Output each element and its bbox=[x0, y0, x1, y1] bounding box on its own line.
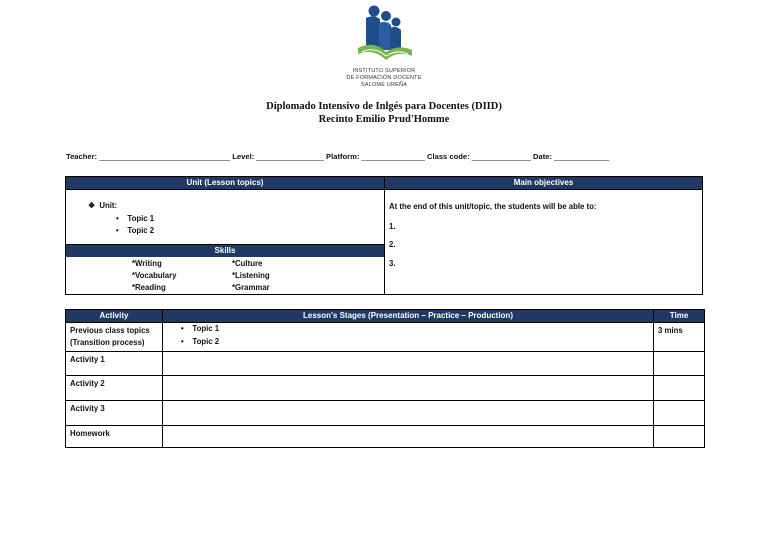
unit-cell bbox=[66, 190, 385, 295]
activity-cell: Homework bbox=[66, 426, 163, 448]
skill-item: *Reading bbox=[132, 283, 166, 292]
skill-item: *Vocabulary bbox=[132, 271, 177, 280]
objectives-cell[interactable] bbox=[385, 190, 703, 295]
stages-cell[interactable] bbox=[163, 352, 654, 376]
time-cell[interactable]: 3 mins bbox=[654, 323, 705, 352]
activity-cell: Previous class topics (Transition process) bbox=[66, 323, 163, 352]
institute-name-line-2: DE FORMACIÓN DOCENTE bbox=[346, 75, 422, 81]
objective-number: 1. bbox=[389, 222, 396, 231]
stage-item bbox=[181, 337, 219, 346]
stages-cell[interactable] bbox=[163, 401, 654, 426]
document-title: Diplomado Intensivo de Inlgés para Docentes (DIID) bbox=[266, 101, 502, 112]
skill-item: *Grammar bbox=[232, 283, 270, 292]
bullet-icon: • bbox=[181, 337, 184, 346]
unit-topic bbox=[116, 214, 154, 223]
activity-column-header: Activity bbox=[66, 310, 163, 323]
date-field[interactable]: _____________ bbox=[554, 152, 610, 161]
institute-name-line-3: SALOMÉ UREÑA bbox=[360, 82, 408, 88]
objectives-intro: At the end of this unit/topic, the students will be able to: bbox=[389, 202, 597, 211]
platform-label: Platform: bbox=[326, 152, 360, 161]
unit-line bbox=[88, 201, 117, 210]
activity-cell: Activity 3 bbox=[66, 401, 163, 426]
unit-topic-label: Topic 1 bbox=[127, 214, 155, 223]
stage-item-label: Topic 1 bbox=[192, 324, 220, 333]
time-cell[interactable] bbox=[654, 352, 705, 376]
stages-column-header: Lesson's Stages (Presentation – Practice – Production) bbox=[163, 310, 654, 323]
objective-number: 3. bbox=[389, 259, 396, 268]
stage-item bbox=[181, 324, 219, 333]
level-field[interactable]: ________________ bbox=[256, 152, 324, 161]
stages-cell[interactable] bbox=[163, 376, 654, 401]
time-column-header: Time bbox=[654, 310, 705, 323]
lesson-stages-table bbox=[65, 309, 705, 448]
table-row bbox=[66, 376, 705, 401]
objective-number: 2. bbox=[389, 240, 396, 249]
document-subtitle: Recinto Emilio Prud'Homme bbox=[318, 114, 450, 125]
bullet-icon: • bbox=[181, 324, 184, 333]
platform-field[interactable]: _______________ bbox=[361, 152, 425, 161]
unit-topic bbox=[116, 226, 154, 235]
time-cell[interactable] bbox=[654, 401, 705, 426]
skills-cell bbox=[66, 257, 384, 293]
time-cell[interactable] bbox=[654, 426, 705, 448]
bullet-icon: • bbox=[116, 226, 119, 235]
unit-objectives-table bbox=[65, 176, 703, 295]
stages-cell[interactable] bbox=[163, 426, 654, 448]
institute-name-line-1: INSTITUTO SUPERIOR bbox=[352, 68, 416, 74]
table-row bbox=[66, 323, 705, 352]
table-row bbox=[66, 426, 705, 448]
time-cell[interactable] bbox=[654, 376, 705, 401]
class-code-label: Class code: bbox=[427, 152, 470, 161]
stage-item-label: Topic 2 bbox=[192, 337, 220, 346]
table-row bbox=[66, 401, 705, 426]
diamond-bullet-icon: ❖ bbox=[88, 201, 95, 210]
date-label: Date: bbox=[533, 152, 553, 161]
skill-item: *Culture bbox=[232, 259, 263, 268]
table-row bbox=[66, 352, 705, 376]
skill-item: *Writing bbox=[132, 259, 162, 268]
teacher-field[interactable]: _______________________________ bbox=[99, 152, 231, 161]
teacher-label: Teacher: bbox=[66, 152, 98, 161]
activity-cell: Activity 1 bbox=[66, 352, 163, 376]
level-label: Level: bbox=[232, 152, 255, 161]
class-code-field[interactable]: ______________ bbox=[471, 152, 531, 161]
meta-fields-row bbox=[66, 152, 706, 161]
unit-header: Unit (Lesson topics) bbox=[66, 177, 385, 190]
institute-logo-icon bbox=[352, 4, 416, 68]
bullet-icon: • bbox=[116, 214, 119, 223]
objectives-header: Main objectives bbox=[385, 177, 703, 190]
unit-topic-label: Topic 2 bbox=[127, 226, 155, 235]
unit-label: Unit: bbox=[99, 201, 118, 210]
activity-cell: Activity 2 bbox=[66, 376, 163, 401]
skills-header: Skills bbox=[66, 244, 384, 257]
skill-item: *Listening bbox=[232, 271, 270, 280]
stages-cell[interactable] bbox=[163, 323, 654, 352]
